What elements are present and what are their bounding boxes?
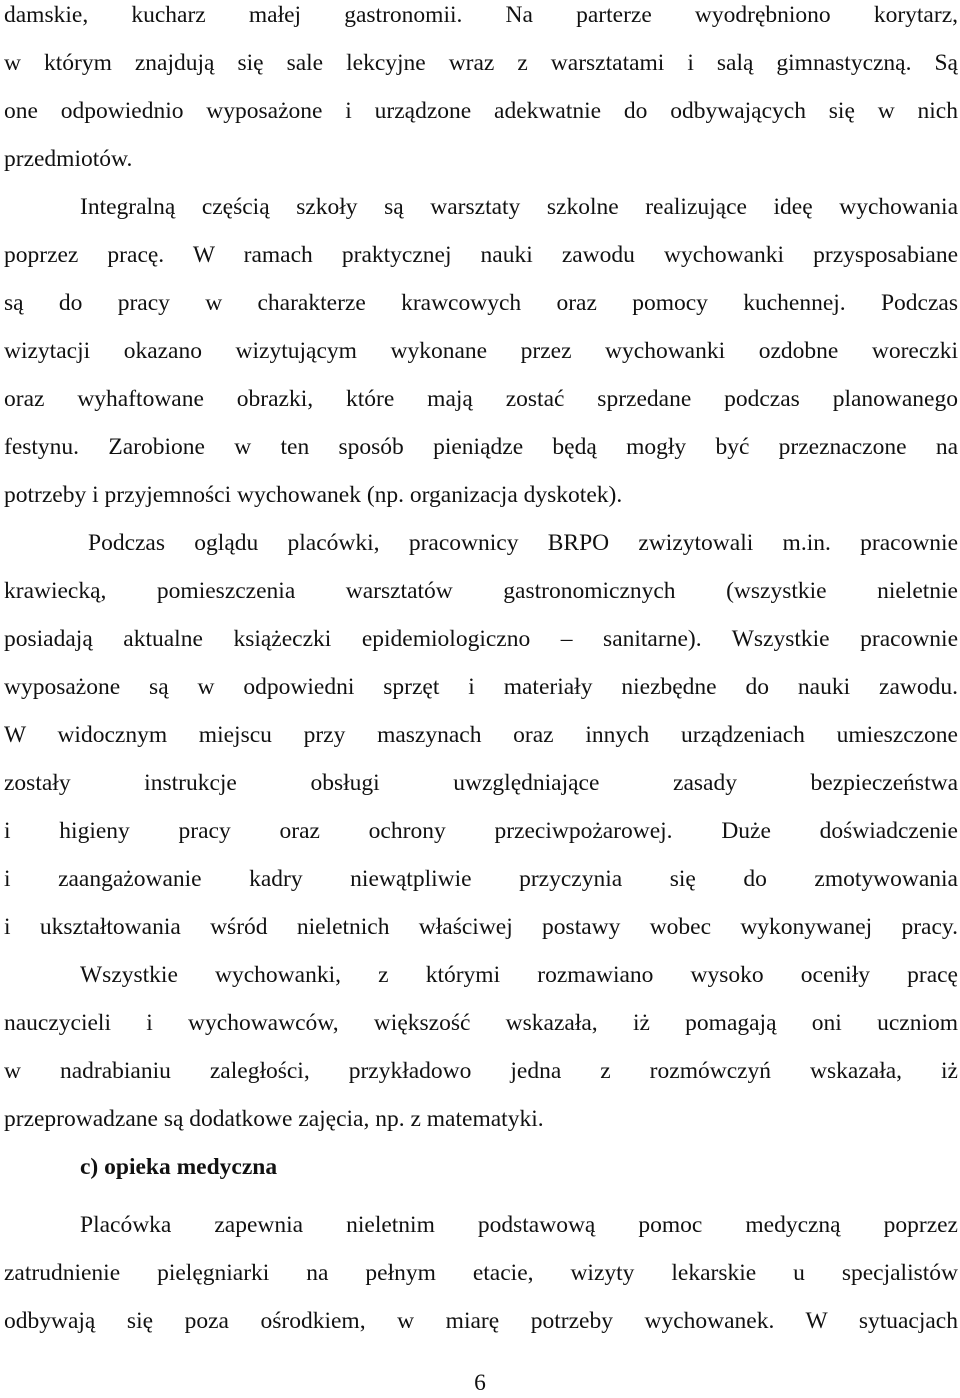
text-line: oraz wyhaftowane obrazki, które mają zostać sprzedane podczas planowanego bbox=[4, 386, 958, 412]
section-heading: c) opieka medyczna bbox=[80, 1154, 278, 1180]
text-line: wyposażone są w odpowiedni sprzęt i materiały niezbędne do nauki zawodu. bbox=[4, 674, 958, 700]
text-line: poprzez pracę. W ramach praktycznej nauki zawodu wychowanki przysposabiane bbox=[4, 242, 958, 268]
text-line: w którym znajdują się sale lekcyjne wraz z warsztatami i salą gimnastyczną. Są bbox=[4, 50, 958, 76]
text-line: posiadają aktualne książeczki epidemiologiczno – sanitarne). Wszystkie pracownie bbox=[4, 626, 958, 652]
text-line: Integralną częścią szkoły są warsztaty szkolne realizujące ideę wychowania bbox=[80, 194, 958, 220]
text-line: Podczas oglądu placówki, pracownicy BRPO zwizytowali m.in. pracownie bbox=[88, 530, 958, 556]
text-line: zostały instrukcje obsługi uwzględniające zasady bezpieczeństwa bbox=[4, 770, 958, 796]
text-line: W widocznym miejscu przy maszynach oraz innych urządzeniach umieszczone bbox=[4, 722, 958, 748]
text-line: wizytacji okazano wizytującym wykonane przez wychowanki ozdobne woreczki bbox=[4, 338, 958, 364]
text-line: one odpowiednio wyposażone i urządzone adekwatnie do odbywających się w nich bbox=[4, 98, 958, 124]
text-line: nauczycieli i wychowawców, większość wskazała, iż pomagają oni uczniom bbox=[4, 1010, 958, 1036]
text-line: są do pracy w charakterze krawcowych oraz pomocy kuchennej. Podczas bbox=[4, 290, 958, 316]
text-line: i zaangażowanie kadry niewątpliwie przyczynia się do zmotywowania bbox=[4, 866, 958, 892]
text-line: przeprowadzane są dodatkowe zajęcia, np. z matematyki. bbox=[4, 1106, 544, 1132]
text-line: w nadrabianiu zaległości, przykładowo jedna z rozmówczyń wskazała, iż bbox=[4, 1058, 958, 1084]
text-line: festynu. Zarobione w ten sposób pieniądze będą mogły być przeznaczone na bbox=[4, 434, 958, 460]
text-line: odbywają się poza ośrodkiem, w miarę potrzeby wychowanek. W sytuacjach bbox=[4, 1308, 958, 1334]
text-line: Placówka zapewnia nieletnim podstawową pomoc medyczną poprzez bbox=[80, 1212, 958, 1238]
text-line: damskie, kucharz małej gastronomii. Na parterze wyodrębniono korytarz, bbox=[4, 2, 958, 28]
text-line: potrzeby i przyjemności wychowanek (np. organizacja dyskotek). bbox=[4, 482, 623, 508]
text-line: i higieny pracy oraz ochrony przeciwpożarowej. Duże doświadczenie bbox=[4, 818, 958, 844]
text-line: i ukształtowania wśród nieletnich właściwej postawy wobec wykonywanej pracy. bbox=[4, 914, 958, 940]
page-number: 6 bbox=[474, 1370, 486, 1396]
text-line: przedmiotów. bbox=[4, 146, 133, 172]
text-line: zatrudnienie pielęgniarki na pełnym etacie, wizyty lekarskie u specjalistów bbox=[4, 1260, 958, 1286]
text-line: Wszystkie wychowanki, z którymi rozmawiano wysoko oceniły pracę bbox=[80, 962, 958, 988]
text-line: krawiecką, pomieszczenia warsztatów gastronomicznych (wszystkie nieletnie bbox=[4, 578, 958, 604]
